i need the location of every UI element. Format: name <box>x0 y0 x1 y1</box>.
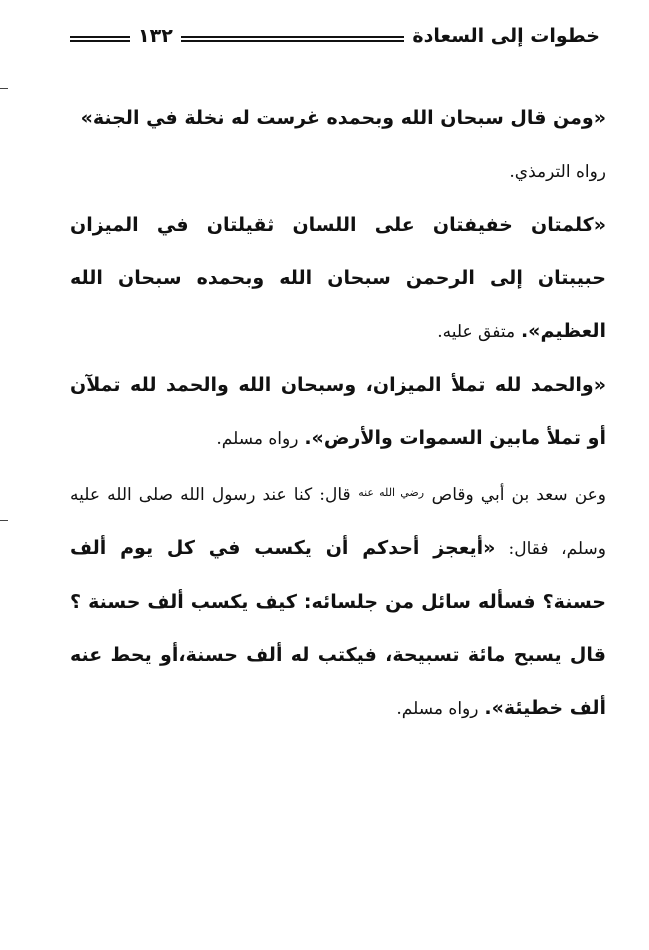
page-number: ١٣٢ <box>138 25 173 47</box>
book-title: خطوات إلى السعادة <box>412 25 600 47</box>
paragraph-two-words <box>70 199 606 359</box>
hadith-source: متفق عليه. <box>437 322 516 342</box>
hadith-quote: «كلمتان خفيفتان على اللسان ثقيلتان في الميزان حبيبتان إلى الرحمن سبحان الله وبحمده سبحان الله العظيم». <box>70 214 606 342</box>
hadith-source: رواه مسلم. <box>396 699 479 719</box>
hadith-source: رواه الترمذي. <box>509 162 606 182</box>
narration-intro: وعن سعد بن أبي وقاص <box>431 485 606 505</box>
hadith-quote: «ومن قال سبحان الله وبحمده غرست له نخلة في الجنة» <box>80 107 606 129</box>
paragraph-alhamdulillah <box>70 359 606 466</box>
margin-mark-middle <box>0 520 8 521</box>
hadith-quote: «أيعجز أحدكم أن يكسب في كل يوم ألف حسنة؟ فسأله سائل من جلسائه: كيف يكسب ألف حسنة ؟ قال يسبح مائة تسبيحة، فيكتب له ألف حسنة،أو يحط عنه ألف خطيئة». <box>70 537 606 719</box>
narration-intro-continued: قال: كنا عند رسول الله صلى الله عليه وسلم، فقال: <box>70 485 606 559</box>
paragraph-saad <box>70 466 606 736</box>
margin-mark-top <box>0 88 8 89</box>
paragraph-tirmidhi <box>70 92 606 199</box>
honorific-mark: رضي الله عنه <box>358 486 425 499</box>
header-rule-short <box>70 36 130 42</box>
page-header <box>70 20 600 52</box>
hadith-source: رواه مسلم. <box>216 429 299 449</box>
page-body <box>70 92 606 736</box>
header-rule <box>181 36 405 42</box>
hadith-quote: «والحمد لله تملأ الميزان، وسبحان الله والحمد لله تملآن أو تملأ مابين السموات والأرض». <box>70 374 606 449</box>
